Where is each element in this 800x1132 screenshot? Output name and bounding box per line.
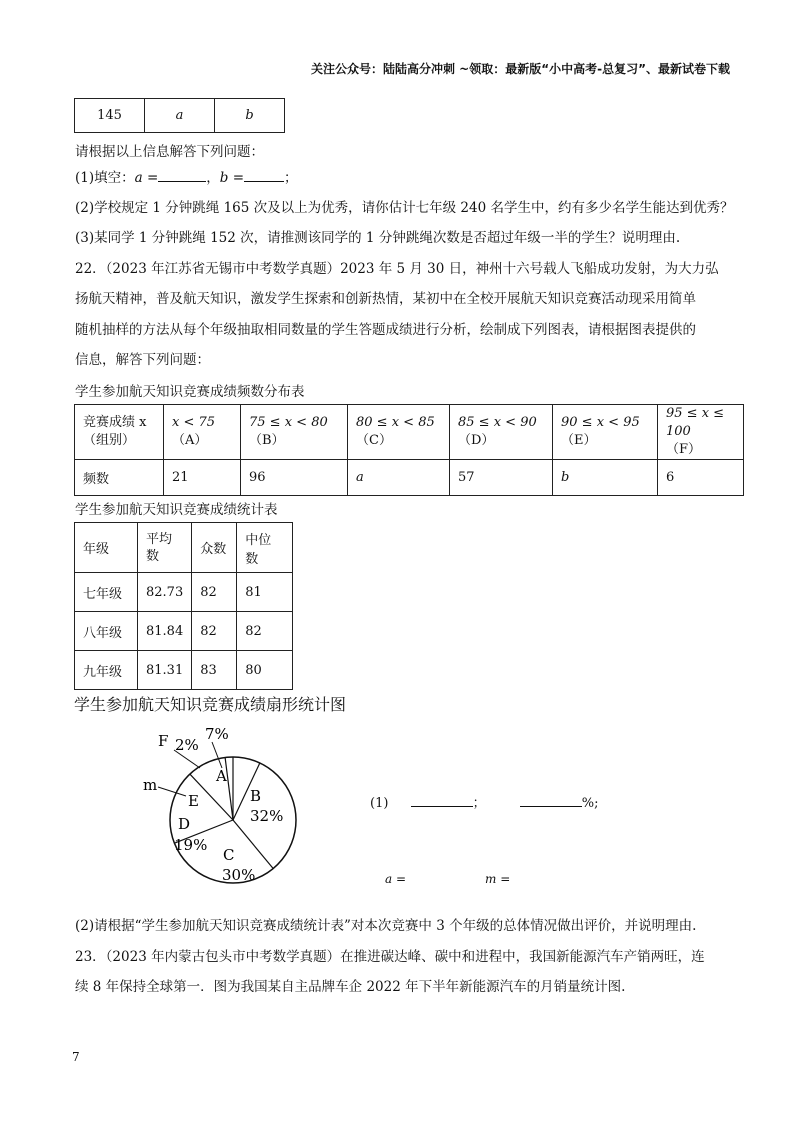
q21-a-blank[interactable]: [158, 168, 206, 182]
freq-group: （A）: [172, 433, 208, 448]
stats-header: 年级: [75, 523, 138, 573]
q21-part3: (3)某同学 1 分钟跳绳 152 次，请推测该同学的 1 分钟跳绳次数是否超过年级一半的学生？说明理由.: [75, 230, 681, 246]
answer-m-label: m =: [485, 872, 511, 886]
freq-table-caption: 学生参加航天知识竞赛成绩频数分布表: [75, 384, 305, 400]
freq-range-cell: [450, 405, 553, 460]
freq-range-cell: [164, 405, 241, 460]
top-table: [74, 98, 285, 133]
answer-a-blank[interactable]: [411, 793, 473, 807]
freq-header-label: [75, 405, 164, 460]
pie-label-d-pct: 19%: [174, 836, 208, 854]
freq-count: a: [348, 460, 450, 496]
answer-m-blank[interactable]: [520, 793, 582, 807]
q23-line2: 续 8 年保持全球第一．图为我国某自主品牌车企 2022 年下半年新能源汽车的月销量统计图.: [75, 979, 626, 995]
answer-pct: %;: [581, 796, 599, 811]
stats-cell: 八年级: [75, 612, 138, 651]
freq-table: [74, 404, 744, 496]
stats-cell: 七年级: [75, 573, 138, 612]
freq-range: x < 75: [172, 415, 216, 430]
q22-line3: 随机抽样的方法从每个年级抽取相同数量的学生答题成绩进行分析，绘制成下列图表，请根据图表提供的: [75, 322, 696, 338]
freq-group: （E）: [561, 433, 597, 448]
answer-num: (1): [370, 796, 389, 811]
pie-label-m: m: [143, 776, 158, 794]
stats-cell: 82.73: [138, 573, 192, 612]
pie-leader-m: [158, 787, 186, 796]
stats-header: 众数: [192, 523, 237, 573]
freq-range: 80 ≤ x < 85: [356, 415, 435, 430]
q22-part2: (2)请根据“学生参加航天知识竞赛成绩统计表”对本次竞赛中 3 个年级的总体情况做出评价，并说明理由.: [75, 918, 697, 934]
freq-range-cell: [241, 405, 348, 460]
freq-count: 96: [241, 460, 348, 496]
pie-label-a: A: [216, 767, 227, 785]
answer-sep: ；: [472, 796, 486, 811]
stats-cell: 82: [192, 612, 237, 651]
page-number: 7: [72, 1050, 80, 1064]
freq-range: 75 ≤ x < 80: [249, 415, 328, 430]
stats-header: 平均数: [138, 523, 192, 573]
stats-cell: 81.31: [138, 651, 192, 690]
freq-row-label: 频数: [75, 460, 164, 496]
pie-label-d: D: [178, 815, 191, 833]
q21-sep: ，: [206, 170, 220, 186]
stats-cell: 80: [237, 651, 293, 690]
q21-b-blank[interactable]: [244, 168, 284, 182]
freq-group: （B）: [249, 433, 285, 448]
freq-group: （F）: [666, 442, 702, 457]
pie-label-c-pct: 30%: [222, 866, 256, 884]
q21-b-label: b =: [219, 170, 245, 186]
stats-cell: 81: [237, 573, 293, 612]
freq-header-label-line1: 竞赛成绩 x: [83, 415, 147, 430]
stats-cell: 81.84: [138, 612, 192, 651]
freq-count: 21: [164, 460, 241, 496]
freq-count: b: [553, 460, 658, 496]
pie-label-b-pct: 32%: [250, 807, 284, 825]
q21-part1: [75, 166, 298, 186]
top-table-cell: b: [215, 99, 285, 133]
pie-label-b: B: [250, 787, 262, 805]
stats-header: 中位数: [237, 523, 293, 573]
freq-header-label-line2: （组别）: [83, 433, 136, 448]
q21-intro: 请根据以上信息解答下列问题：: [75, 144, 264, 160]
stats-cell: 83: [192, 651, 237, 690]
q21-part2: (2)学校规定 1 分钟跳绳 165 次及以上为优秀，请你估计七年级 240 名学生中，约有多少名学生能达到优秀？: [75, 200, 734, 216]
pie-slice-boundary-c: [233, 820, 273, 869]
q21-a-label: a =: [134, 170, 159, 186]
answer-a-label: a =: [385, 872, 407, 886]
q22-line2: 扬航天精神，普及航天知识，激发学生探索和创新热情，某初中在全校开展航天知识竞赛活动现采用简单: [75, 291, 696, 307]
pie-label-e: E: [188, 792, 199, 810]
freq-range: 85 ≤ x < 90: [458, 415, 537, 430]
freq-count: 57: [450, 460, 553, 496]
stats-table-caption: 学生参加航天知识竞赛成绩统计表: [75, 502, 278, 518]
stats-table: [74, 522, 293, 690]
stats-cell: 九年级: [75, 651, 138, 690]
pie-label-a-pct: 7%: [205, 725, 229, 743]
pie-label-f-pct: 2%: [175, 736, 199, 754]
top-table-cell: 145: [75, 99, 145, 133]
freq-range-cell: [658, 405, 744, 460]
pie-leader-a: [212, 742, 222, 768]
freq-count: 6: [658, 460, 744, 496]
pie-label-c: C: [223, 846, 235, 864]
q23-line1: 23．（2023 年内蒙古包头市中考数学真题）在推进碳达峰、碳中和进程中，我国新能源汽车产销两旺，连: [75, 949, 705, 965]
pie-chart-caption: 学生参加航天知识竞赛成绩扇形统计图: [74, 695, 347, 714]
top-table-cell: a: [145, 99, 215, 133]
q21-part1-prefix: (1)填空：: [75, 170, 135, 186]
freq-group: （D）: [458, 433, 495, 448]
freq-range: 90 ≤ x < 95: [561, 415, 640, 430]
q22-line1: 22．（2023 年江苏省无锡市中考数学真题）2023 年 5 月 30 日，神州十六号载人飞船成功发射，为大力弘: [75, 261, 719, 277]
freq-group: （C）: [356, 433, 392, 448]
pie-label-f: F: [158, 732, 169, 750]
pie-chart: [130, 720, 320, 895]
freq-range: 95 ≤ x ≤ 100: [666, 406, 725, 439]
freq-range-cell: [553, 405, 658, 460]
q22-line4: 信息，解答下列问题：: [75, 352, 210, 368]
freq-range-cell: [348, 405, 450, 460]
q21-end: ；: [284, 170, 298, 186]
answer-area: [370, 792, 598, 811]
stats-cell: 82: [192, 573, 237, 612]
stats-cell: 82: [237, 612, 293, 651]
page-header: 关注公众号：陆陆高分冲刺 ~领取：最新版“小中高考-总复习”、最新试卷下载: [311, 62, 730, 76]
